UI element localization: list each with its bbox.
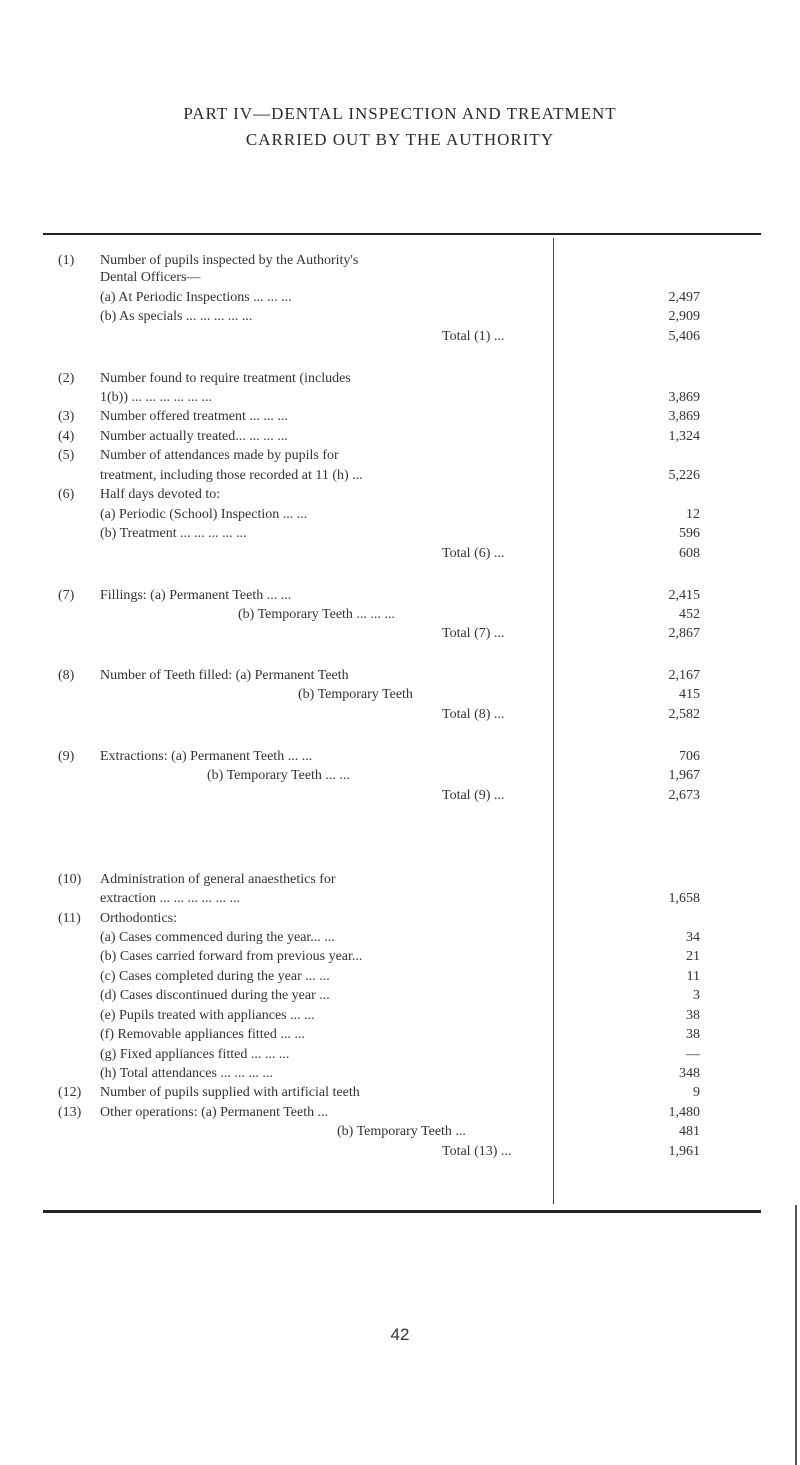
item-number: (6) [58, 487, 75, 502]
page-title-line-2: CARRIED OUT BY THE AUTHORITY [245, 130, 555, 149]
item-label: Orthodontics: [100, 911, 177, 926]
item-label: Total (7) ... [442, 626, 505, 641]
item-value: — [686, 1047, 700, 1062]
item-label: Total (13) ... [442, 1144, 512, 1159]
item-value: 5,406 [668, 329, 700, 344]
item-value: 3,869 [668, 409, 700, 424]
item-number: (13) [58, 1105, 82, 1120]
item-label: (f) Removable appliances fitted ... ... [100, 1027, 305, 1042]
item-value: 348 [679, 1066, 700, 1081]
item-value: 21 [686, 949, 700, 964]
item-value: 12 [686, 507, 700, 522]
item-number: (8) [58, 668, 75, 683]
item-label: (b) Temporary Teeth ... [337, 1124, 466, 1139]
page-number: 42 [390, 1325, 410, 1344]
item-label: Fillings: (a) Permanent Teeth ... ... [100, 588, 292, 603]
item-number: (11) [58, 911, 81, 926]
item-label: Number of Teeth filled: (a) Permanent Teeth [100, 668, 349, 683]
item-label: Dental Officers— [100, 270, 201, 285]
table-bottom-rule [43, 1210, 761, 1213]
item-label: Total (8) ... [442, 707, 505, 722]
item-label: Number found to require treatment (includes [100, 371, 351, 386]
item-value: 2,497 [668, 290, 700, 305]
item-value: 5,226 [668, 468, 700, 483]
item-label: (h) Total attendances ... ... ... ... [100, 1066, 273, 1081]
item-label: (b) As specials ... ... ... ... ... [100, 309, 253, 324]
item-value: 34 [686, 930, 700, 945]
item-value: 452 [679, 607, 700, 622]
item-label: 1(b)) ... ... ... ... ... ... [100, 390, 212, 405]
item-label: Administration of general anaesthetics for [100, 872, 336, 887]
item-value: 2,582 [668, 707, 700, 722]
item-number: (3) [58, 409, 75, 424]
item-value: 3,869 [668, 390, 700, 405]
item-value: 1,961 [668, 1144, 700, 1159]
item-label: Extractions: (a) Permanent Teeth ... ... [100, 749, 313, 764]
item-value: 9 [693, 1085, 700, 1100]
item-label: Number of pupils supplied with artificial teeth [100, 1085, 360, 1100]
item-label: extraction ... ... ... ... ... ... [100, 891, 240, 906]
item-label: (d) Cases discontinued during the year ... [100, 988, 330, 1003]
item-number: (12) [58, 1085, 82, 1100]
item-label: (b) Temporary Teeth ... ... ... [238, 607, 395, 622]
item-number: (9) [58, 749, 75, 764]
item-number: (2) [58, 371, 75, 386]
item-value: 596 [679, 526, 700, 541]
item-label: (a) Periodic (School) Inspection ... ... [100, 507, 308, 522]
item-label: Total (9) ... [442, 788, 505, 803]
item-label: Half days devoted to: [100, 487, 221, 502]
item-label: Total (1) ... [442, 329, 505, 344]
item-label: (b) Treatment ... ... ... ... ... [100, 526, 247, 541]
item-number: (5) [58, 448, 75, 463]
item-label: Number actually treated... ... ... ... [100, 429, 288, 444]
item-label: Total (6) ... [442, 546, 505, 561]
item-value: 38 [686, 1027, 700, 1042]
item-label: Number of attendances made by pupils for [100, 448, 339, 463]
table-top-rule [43, 233, 761, 235]
item-value: 2,909 [668, 309, 700, 324]
item-number: (4) [58, 429, 75, 444]
item-label: (b) Temporary Teeth [298, 687, 413, 702]
item-label: (b) Temporary Teeth ... ... [207, 768, 350, 783]
item-value: 1,658 [668, 891, 700, 906]
item-value: 38 [686, 1008, 700, 1023]
item-label: (g) Fixed appliances fitted ... ... ... [100, 1047, 290, 1062]
item-value: 1,324 [668, 429, 700, 444]
item-value: 2,867 [668, 626, 700, 641]
item-number: (7) [58, 588, 75, 603]
item-label: Number of pupils inspected by the Authority's [100, 253, 359, 268]
item-value: 11 [686, 969, 700, 984]
item-value: 415 [679, 687, 700, 702]
page-title-line-1: PART IV—DENTAL INSPECTION AND TREATMENT [183, 104, 617, 123]
item-value: 706 [679, 749, 700, 764]
item-value: 2,167 [668, 668, 700, 683]
item-value: 2,673 [668, 788, 700, 803]
item-value: 2,415 [668, 588, 700, 603]
item-label: Number offered treatment ... ... ... [100, 409, 288, 424]
item-number: (10) [58, 872, 82, 887]
item-label: (b) Cases carried forward from previous year... [100, 949, 363, 964]
item-label: (a) Cases commenced during the year... ... [100, 930, 335, 945]
item-value: 3 [693, 988, 700, 1003]
item-label: treatment, including those recorded at 11 (h) ... [100, 468, 363, 483]
item-label: (a) At Periodic Inspections ... ... ... [100, 290, 292, 305]
item-value: 481 [679, 1124, 700, 1139]
item-value: 1,480 [668, 1105, 700, 1120]
item-value: 608 [679, 546, 700, 561]
value-column-divider [553, 238, 554, 1204]
item-label: Other operations: (a) Permanent Teeth ... [100, 1105, 329, 1120]
item-number: (1) [58, 253, 75, 268]
item-label: (e) Pupils treated with appliances ... ... [100, 1008, 315, 1023]
item-value: 1,967 [668, 768, 700, 783]
item-label: (c) Cases completed during the year ... ... [100, 969, 330, 984]
